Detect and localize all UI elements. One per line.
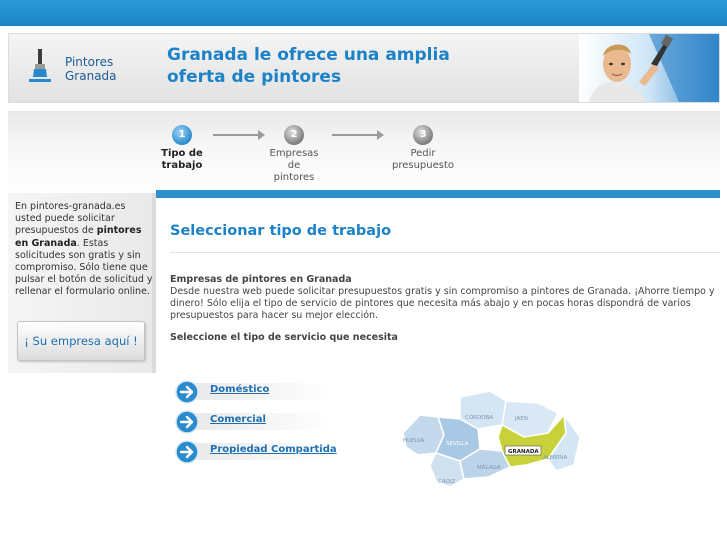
- map-label-huelva: HUELVA: [403, 438, 425, 444]
- option-comercial-link[interactable]: Comercial: [210, 414, 266, 425]
- step-1-label-line-2: trabajo: [161, 160, 203, 171]
- option-propiedad-compartida-link[interactable]: Propiedad Compartida: [210, 444, 337, 455]
- progress-steps: [8, 111, 720, 193]
- option-domestico[interactable]: [175, 380, 330, 402]
- map-label-malaga: MÁLAGA: [477, 465, 501, 471]
- logo-text: [65, 55, 117, 83]
- title-divider: [170, 252, 720, 253]
- site-logo[interactable]: [29, 49, 149, 89]
- arrow-right-circle-icon: [175, 380, 199, 404]
- step-2: [262, 125, 326, 184]
- option-comercial[interactable]: [175, 410, 330, 432]
- map-label-granada: GRANADA: [508, 449, 539, 455]
- step-2-number-icon: 2: [284, 125, 304, 145]
- andalucia-map: [398, 385, 588, 490]
- step-2-label-line-2: de: [287, 160, 301, 171]
- map-label-cadiz: CÁDIZ: [438, 479, 456, 485]
- section-description: Desde nuestra web puede solicitar presupuestos gratis y sin compromiso a pintores de Granada. ¡Ahorre tiempo y dinero! Sólo elija el tipo de servicio de pintores que necesita más abajo y en pocas horas dispondrá de varios presupuestos para hacer su mejor elección.: [170, 286, 715, 321]
- sidebar-intro: [15, 201, 153, 299]
- step-3-label-line-2: presupuesto: [391, 160, 455, 171]
- site-header: [8, 33, 720, 103]
- top-bar: [0, 0, 727, 26]
- step-1-label-line-1: Tipo de: [161, 148, 203, 159]
- step-arrow-icon: [213, 134, 263, 136]
- paint-brush-icon: [29, 49, 51, 85]
- section-subtitle: Empresas de pintores en Granada: [170, 274, 352, 285]
- map-label-cordoba: CÓRDOBA: [465, 415, 494, 421]
- sidebar-text-part-2: . Estas solicitudes son gratis y sin compromiso. Sólo tiene que pulsar el botón de solicitud y rellenar el formulario online.: [15, 237, 153, 298]
- sidebar: [8, 193, 156, 373]
- step-2-label-line-1: Empresas: [269, 148, 319, 159]
- service-prompt: Seleccione el tipo de servicio que necesita: [170, 332, 398, 343]
- step-1: [154, 125, 210, 172]
- logo-line-1: Pintores: [65, 55, 114, 69]
- arrow-right-circle-icon: [175, 410, 199, 434]
- painter-photo: [579, 34, 719, 102]
- option-domestico-link[interactable]: Doméstico: [210, 384, 270, 395]
- sidebar-text-bold: pintores en Granada: [15, 225, 142, 249]
- page-title: Seleccionar tipo de trabajo: [170, 223, 392, 239]
- sidebar-text-part-1: En pintores-granada.es usted puede solicitar presupuestos de: [15, 201, 126, 237]
- step-3: [382, 125, 464, 172]
- logo-line-2: Granada: [65, 69, 117, 83]
- map-label-jaen: JAÉN: [515, 416, 528, 422]
- headline-line-1: Granada le ofrece una amplia: [167, 45, 450, 65]
- step-1-number-icon: 1: [172, 125, 192, 145]
- headline-line-2: oferta de pintores: [167, 67, 342, 87]
- step-2-label-line-3: pintores: [273, 172, 315, 183]
- map-label-sevilla: SEVILLA: [446, 441, 469, 447]
- header-headline: [167, 44, 487, 88]
- map-label-almeria: ALMERÍA: [543, 455, 568, 461]
- arrow-right-circle-icon: [175, 440, 199, 464]
- step-arrow-icon: [332, 134, 382, 136]
- steps-divider: [156, 190, 720, 198]
- option-propiedad-compartida[interactable]: [175, 440, 337, 462]
- step-3-number-icon: 3: [413, 125, 433, 145]
- su-empresa-button[interactable]: ¡ Su empresa aquí !: [17, 321, 145, 361]
- step-3-label-line-1: Pedir: [410, 148, 436, 159]
